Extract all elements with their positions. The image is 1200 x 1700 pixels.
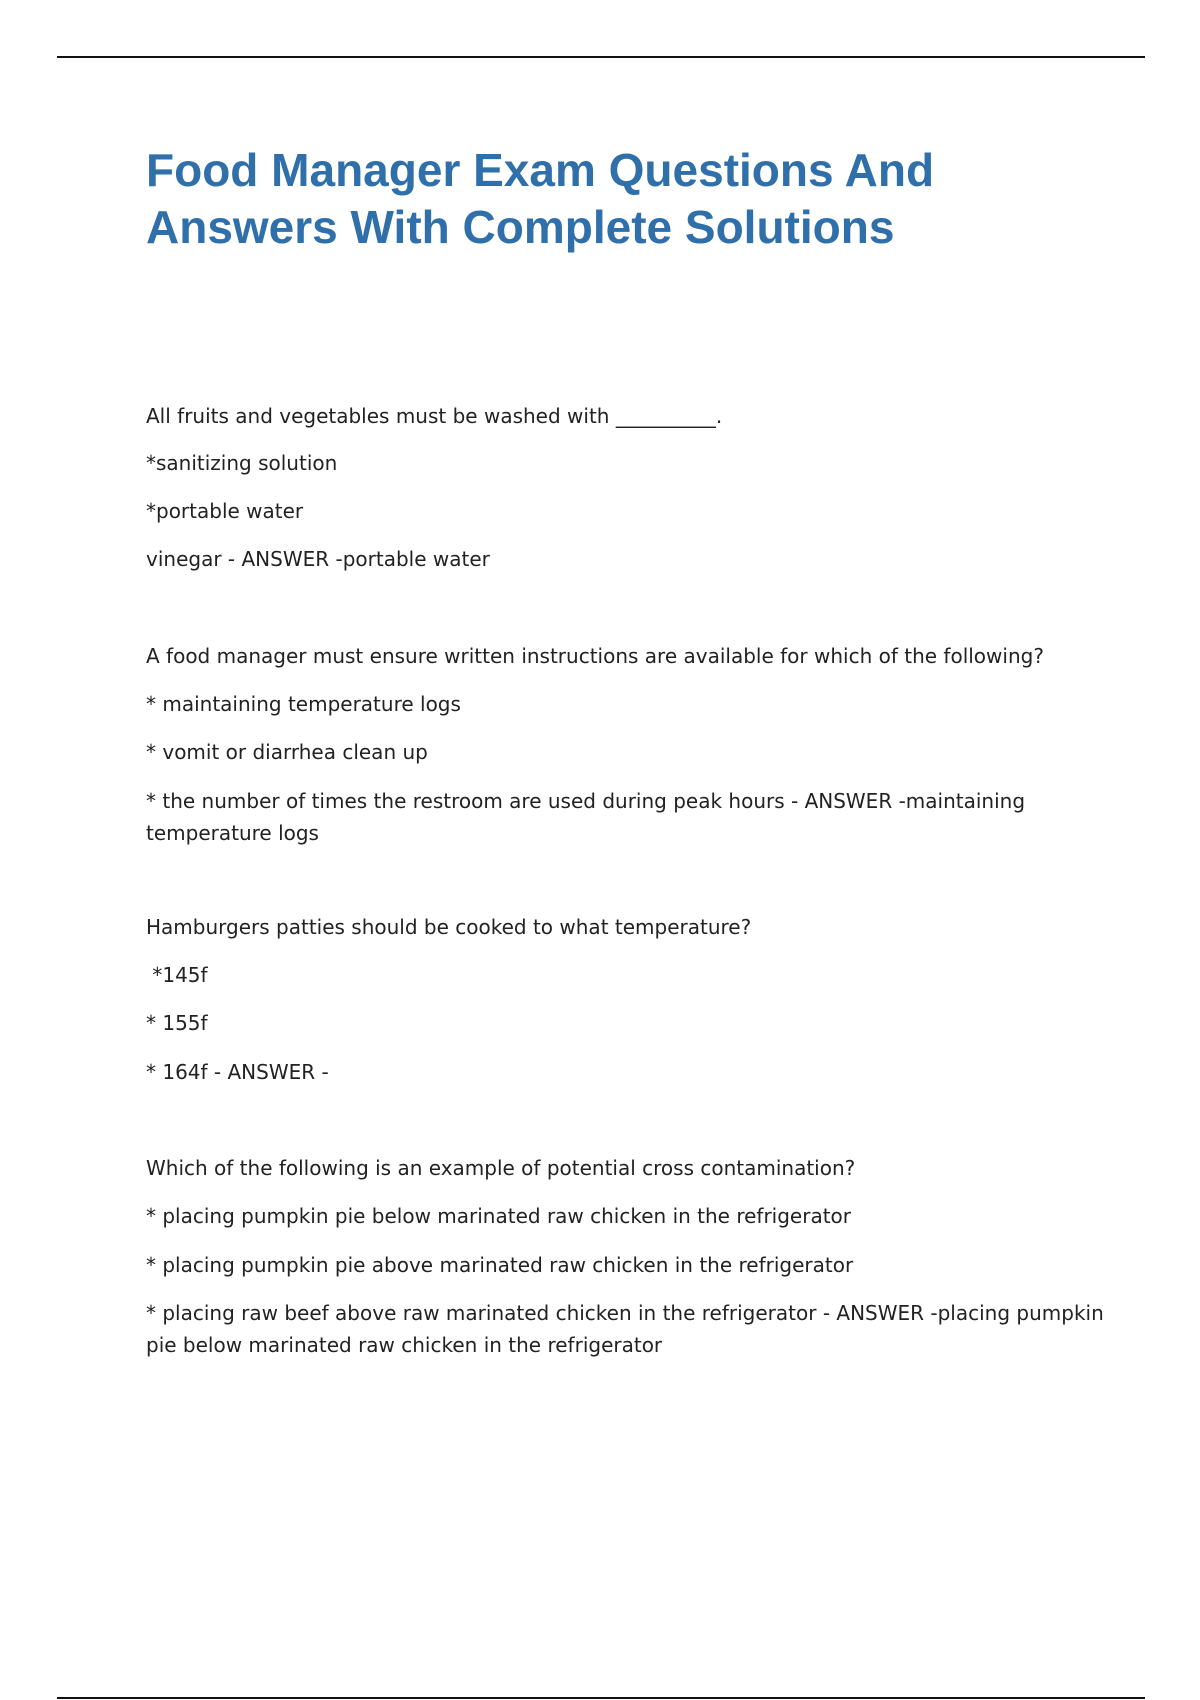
answer-line: * the number of times the restroom are used during peak hours - ANSWER -maintaining temperature logs: [146, 789, 1032, 845]
option-line: *portable water: [146, 499, 304, 523]
top-divider: [57, 56, 1145, 58]
option-line: *145f: [146, 963, 208, 987]
question-text: Which of the following is an example of potential cross contamination?: [146, 1156, 856, 1180]
bottom-divider: [57, 1697, 1145, 1699]
answer-line: vinegar - ANSWER -portable water: [146, 547, 490, 571]
option-line: * vomit or diarrhea clean up: [146, 740, 428, 764]
option-line: * placing pumpkin pie below marinated raw chicken in the refrigerator: [146, 1204, 852, 1228]
option-line: * 155f: [146, 1011, 208, 1035]
answer-line: * 164f - ANSWER -: [146, 1060, 329, 1084]
question-text: Hamburgers patties should be cooked to what temperature?: [146, 915, 752, 939]
answer-line: * placing raw beef above raw marinated chicken in the refrigerator - ANSWER -placing pumpkin pie below marinated raw chicken in the refrigerator: [146, 1301, 1111, 1357]
option-line: * maintaining temperature logs: [146, 692, 461, 716]
option-line: *sanitizing solution: [146, 451, 338, 475]
question-text: A food manager must ensure written instructions are available for which of the following?: [146, 644, 1044, 668]
option-line: * placing pumpkin pie above marinated raw chicken in the refrigerator: [146, 1253, 854, 1277]
question-text: All fruits and vegetables must be washed with __________.: [146, 404, 723, 428]
document-title: Food Manager Exam Questions And Answers With Complete Solutions: [146, 144, 935, 253]
